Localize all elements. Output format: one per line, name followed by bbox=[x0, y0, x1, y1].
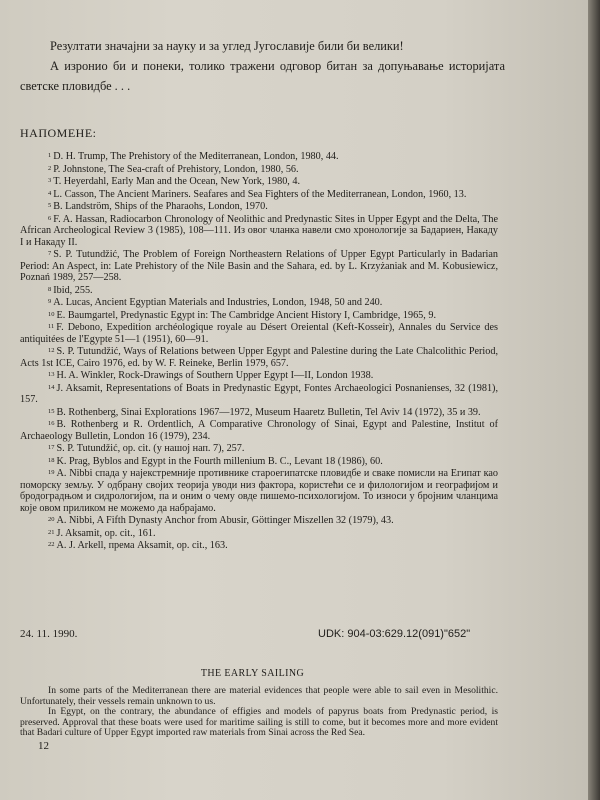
footnote bbox=[20, 248, 498, 284]
footnote-number: 15 bbox=[48, 407, 55, 415]
article-body bbox=[20, 686, 498, 739]
footnote-text: P. Johnstone, The Sea-craft of Prehistory, London, 1980, 56. bbox=[53, 163, 299, 175]
footnote-text: L. Casson, The Ancient Mariners. Seafares and Sea Fighters of the Mediterranean, London, 1960, 13. bbox=[53, 188, 467, 200]
footnote-number: 16 bbox=[48, 420, 55, 427]
footnote bbox=[20, 382, 498, 406]
footnote bbox=[20, 163, 498, 176]
footnote-text: F. Debono, Expedition archéologique royale au Désert Oreiental (Keft-Kosseir), Annales du Service des antiquitées de l'Egypte 51—1 (1951), 60—91. bbox=[20, 322, 498, 345]
footnote-number: 17 bbox=[48, 444, 55, 451]
footnote-number: 1 bbox=[48, 152, 52, 159]
footnote-number: 2 bbox=[48, 164, 52, 172]
footnote-number: 6 bbox=[48, 214, 52, 222]
article-title: THE EARLY SAILING bbox=[200, 668, 305, 679]
footnote-number: 12 bbox=[48, 347, 55, 354]
intro-line-1: Резултати значајни за науку и за углед Југославије били би велики! bbox=[50, 39, 404, 53]
footnote-text: S. P. Tutundžić, Ways of Relations between Upper Egypt and Palestine during the Late Chalcolithic Period, Acts 1st ICE, Cairo 1976, ed. by W. F. Reineke, Berlin 1979, 657. bbox=[20, 346, 498, 369]
footnote bbox=[20, 309, 498, 322]
footnote-number: 21 bbox=[48, 528, 55, 536]
footnote-text: B. Rothenberg, Sinai Explorations 1967—1972, Museum Haaretz Bulletin, Tel Aviv 14 (1972), 35 и 39. bbox=[56, 406, 481, 418]
footnote bbox=[20, 345, 498, 369]
footnote bbox=[20, 467, 498, 514]
footnote-text: J. Aksamit, op. cit., 161. bbox=[56, 527, 156, 539]
footnote-number: 5 bbox=[48, 202, 52, 209]
footnote bbox=[20, 442, 498, 455]
footnote bbox=[20, 284, 498, 297]
footnote-text: S. P. Tutundžić, op. cit. (у нашој нап. 7), 257. bbox=[56, 443, 245, 454]
footnote bbox=[20, 514, 498, 527]
footnote bbox=[20, 369, 498, 382]
footnote-text: S. P. Tutundžić, The Problem of Foreign Northeastern Relations of Upper Egypt Particularly in Badarian Period: An Aspect, in: Late Prehistory of the Nile Basin and the Sahara, ed. by L. Krzyżaniak and M. Kobusiewicz, Poznań 1989, 257—258. bbox=[20, 249, 498, 283]
notes-list bbox=[20, 150, 498, 552]
footnote-text: E. Baumgartel, Predynastic Egypt in: The Cambridge Ancient History I, Cambridge, 1965, 9. bbox=[56, 309, 437, 321]
intro-paragraph bbox=[20, 36, 505, 96]
intro-line-2: А изронио би и понеки, толико тражени одговор битан за допуњавање историјата светске пловидбе . . . bbox=[20, 59, 505, 93]
footnote-number: 14 bbox=[48, 383, 55, 391]
footnote-text: A. Nibbi спада у најекстремније противнике староегипатске пловидбе и сваке помисли на Египат као поморску земљу. У одбрану својих теорија уводи низ фактора, користећи се и филологијом и географијом и бродоградњом и сидрологијом, па и оним о чему овде пишемо-психологијом. То износи у бројним члaнцима које овом приликом не можемо да набрајамо. bbox=[20, 468, 498, 514]
footnote-number: 22 bbox=[48, 541, 55, 548]
footnote bbox=[20, 200, 498, 213]
footnote-number: 8 bbox=[48, 285, 52, 293]
footnote bbox=[20, 418, 498, 442]
footnote-text: B. Landström, Ships of the Pharaohs, London, 1970. bbox=[53, 201, 268, 212]
footnote-text: J. Aksamit, Representations of Boats in Predynastic Egypt, Fontes Archaeologici Posnanienses, 32 (1981), 157. bbox=[20, 382, 498, 405]
footnote bbox=[20, 296, 498, 309]
book-spine-shadow bbox=[588, 0, 600, 800]
udk-code: UDK: 904-03:629.12(091)"652" bbox=[318, 628, 471, 640]
footnote-number: 10 bbox=[48, 310, 55, 318]
footnote-number: 3 bbox=[48, 177, 52, 184]
footnote-number: 4 bbox=[48, 189, 52, 197]
footnote-text: H. A. Winkler, Rock-Drawings of Southern Upper Egypt I—II, London 1938. bbox=[56, 370, 374, 381]
footnote-number: 18 bbox=[48, 456, 55, 464]
page-number: 12 bbox=[38, 740, 49, 752]
footnote bbox=[20, 321, 498, 345]
footnote bbox=[20, 455, 498, 468]
footnote-text: A. Nibbi, A Fifth Dynasty Anchor from Abusir, Göttinger Miszellen 32 (1979), 43. bbox=[56, 515, 394, 526]
footnote-text: A. J. Arkell, према Aksamit, op. cit., 163. bbox=[56, 540, 228, 551]
footnote-number: 11 bbox=[48, 323, 55, 330]
footnote-number: 7 bbox=[48, 250, 52, 257]
footnote-text: D. H. Trump, The Prehistory of the Mediterranean, London, 1980, 44. bbox=[53, 151, 339, 162]
footnote bbox=[20, 175, 498, 188]
footnote-number: 9 bbox=[48, 298, 52, 305]
footnote bbox=[20, 213, 498, 249]
footnote-text: Ibid, 255. bbox=[53, 284, 93, 296]
footnote bbox=[20, 527, 498, 540]
footnote bbox=[20, 539, 498, 552]
footnote-text: A. Lucas, Ancient Egyptian Materials and Industries, London, 1948, 50 and 240. bbox=[53, 297, 383, 308]
footnote-number: 19 bbox=[48, 469, 55, 476]
notes-heading: НАПОМЕНЕ: bbox=[20, 126, 97, 140]
article-paragraph-1: In some parts of the Mediterranean there are material evidences that people were able to sail even in Mesolithic. Unfortunately, their vessels remain unknown to us. bbox=[20, 685, 498, 707]
footnote-text: B. Rothenberg и R. Ordentlich, A Comparative Chronology of Sinai, Egypt and Palestine, Institut of Archaeology Bulletin, London 16 (1979), 234. bbox=[20, 419, 498, 442]
footnote-number: 20 bbox=[48, 516, 55, 523]
footnote-number: 13 bbox=[48, 371, 55, 378]
footnote-text: K. Prag, Byblos and Egypt in the Fourth millenium B. C., Levant 18 (1986), 60. bbox=[56, 455, 383, 467]
footnote bbox=[20, 406, 498, 419]
footnote-text: T. Heyerdahl, Early Man and the Ocean, New York, 1980, 4. bbox=[53, 176, 301, 187]
date-line: 24. 11. 1990. bbox=[20, 628, 78, 640]
article-paragraph-2: In Egypt, on the contrary, the abundance of effigies and models of papyrus boats from Predynastic period, is preserved. Approval that these boats were used for maritime sailing is still to come, but it becomes more and more evident that Badari culture of Upper Egypt imported raw materials from Sinai across the Red Sea. bbox=[20, 706, 498, 738]
footnote bbox=[20, 150, 498, 163]
footnote bbox=[20, 188, 498, 201]
footnote-text: F. A. Hassan, Radiocarbon Chronology of Neolithic and Predynastic Sites in Upper Egypt and the Delta, The African Archeological Review 3 (1985), 108—111. Из овог чланка навели смо хронологије за Бадариен, Накаду I и Накаду II. bbox=[20, 213, 498, 248]
